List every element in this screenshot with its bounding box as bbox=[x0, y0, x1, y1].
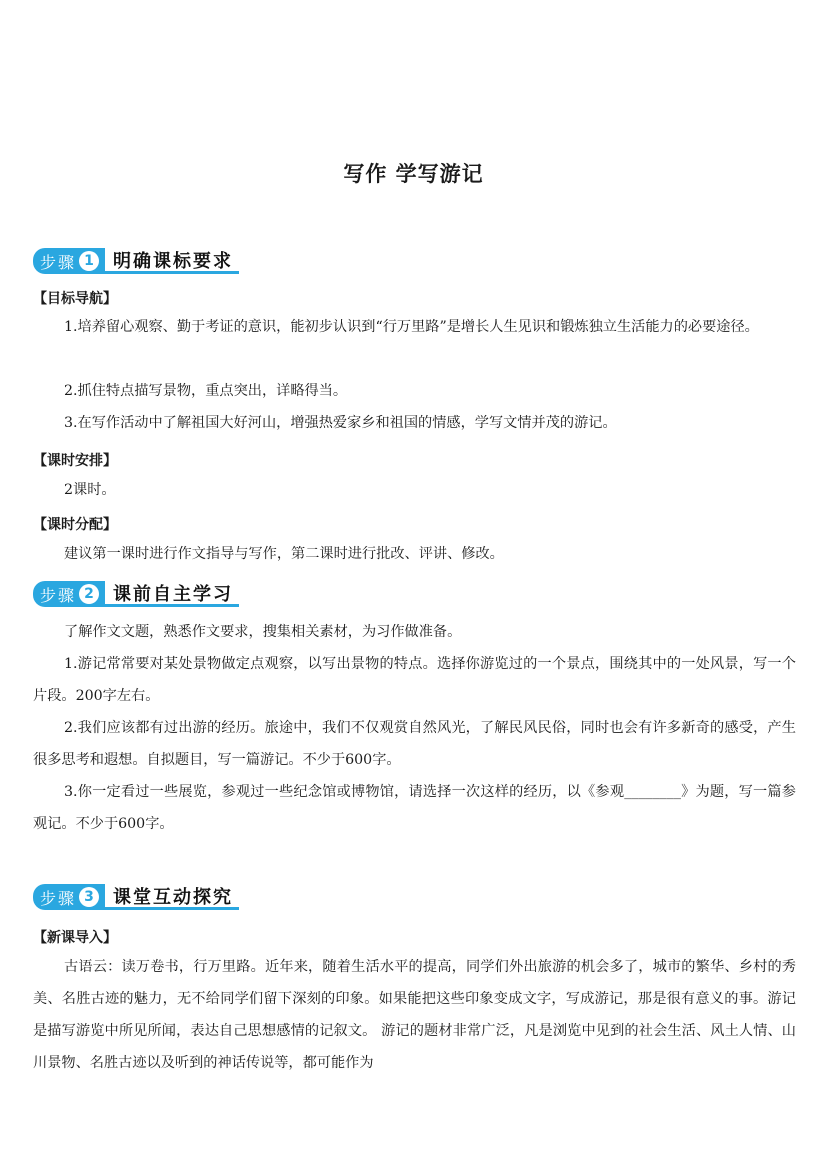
goal-item-2: 2.抓住特点描写景物，重点突出，详略得当。 bbox=[64, 383, 348, 399]
intro-label: 【新课导入】 bbox=[33, 930, 117, 946]
step-2-header bbox=[33, 581, 239, 607]
step-3-number: 3 bbox=[79, 887, 99, 907]
prestudy-item-3: 3.你一定看过一些展览，参观过一些纪念馆或博物馆，请选择一次这样的经历，以《参观________》为题，写一篇参观记。不少于600字。 bbox=[33, 784, 796, 832]
goals-label: 【目标导航】 bbox=[33, 291, 117, 307]
schedule-text: 2课时。 bbox=[64, 482, 116, 498]
prestudy-item-1: 1.游记常常要对某处景物做定点观察，以写出景物的特点。选择你游览过的一个景点，围绕其中的一处风景，写一个片段。200字左右。 bbox=[33, 656, 796, 704]
step-3-tag-label: 步骤 bbox=[40, 888, 77, 908]
schedule-label: 【课时安排】 bbox=[33, 453, 117, 469]
goal-item-3: 3.在写作活动中了解祖国大好河山，增强热爱家乡和祖国的情感，学写文情并茂的游记。 bbox=[64, 415, 617, 431]
step-2-number: 2 bbox=[79, 584, 99, 604]
step-2-tag bbox=[33, 581, 105, 607]
prestudy-intro: 了解作文文题，熟悉作文要求，搜集相关素材，为习作做准备。 bbox=[64, 624, 462, 640]
page-title: 写作 学写游记 bbox=[343, 162, 484, 186]
step-2-tag-label: 步骤 bbox=[40, 585, 77, 605]
step-3-title: 课堂互动探究 bbox=[105, 884, 239, 910]
step-1-title: 明确课标要求 bbox=[105, 248, 239, 274]
step-2-title: 课前自主学习 bbox=[105, 581, 239, 607]
allocation-label: 【课时分配】 bbox=[33, 517, 117, 533]
step-3-header bbox=[33, 884, 239, 910]
step-1-tag-label: 步骤 bbox=[40, 252, 77, 272]
intro-text: 古语云：读万卷书，行万里路。近年来，随着生活水平的提高，同学们外出旅游的机会多了，城市的繁华、乡村的秀美、名胜古迹的魅力，无不给同学们留下深刻的印象。如果能把这些印象变成文字，写成游记，那是很有意义的事。游记是描写游览中所见所闻，表达自己思想感情的记叙文。 游记的题材非常广泛，凡是浏览中见到的社会生活、风土人情、山川景物、名胜古迹以及听到的神话传说等，都可能作为 bbox=[33, 959, 796, 1071]
step-1-tag bbox=[33, 248, 105, 274]
step-1-header bbox=[33, 248, 239, 274]
step-1-number: 1 bbox=[79, 251, 99, 271]
goal-item-1: 1.培养留心观察、勤于考证的意识，能初步认识到“行万里路”是增长人生见识和锻炼独立生活能力的必要途径。 bbox=[64, 319, 759, 335]
step-3-tag bbox=[33, 884, 105, 910]
allocation-text: 建议第一课时进行作文指导与写作，第二课时进行批改、评讲、修改。 bbox=[64, 546, 504, 562]
prestudy-item-2: 2.我们应该都有过出游的经历。旅途中，我们不仅观赏自然风光，了解民风民俗，同时也会有许多新奇的感受，产生很多思考和遐想。自拟题目，写一篇游记。不少于600字。 bbox=[33, 720, 796, 768]
